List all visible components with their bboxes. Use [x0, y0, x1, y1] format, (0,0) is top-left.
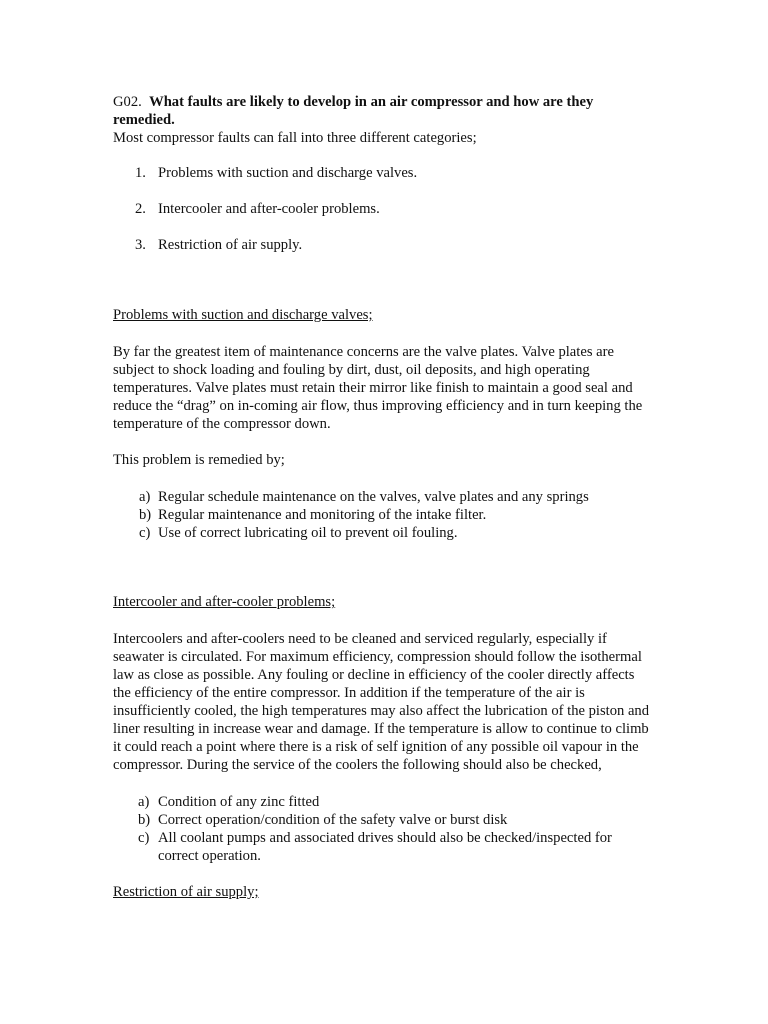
list-item-text: Regular maintenance and monitoring of the intake filter. [158, 507, 487, 523]
list-marker: c) [138, 830, 150, 846]
question-number: G02. [113, 94, 142, 110]
list-marker: b) [139, 507, 152, 523]
section-title-air-supply: Restriction of air supply; [113, 884, 259, 900]
list-marker: b) [138, 812, 151, 828]
categories-list [113, 164, 653, 254]
list-marker: 1. [135, 165, 146, 181]
checks-list [113, 793, 653, 865]
list-marker: 2. [135, 201, 146, 217]
question-intro: Most compressor faults can fall into three different categories; [113, 130, 477, 146]
document-page [113, 93, 653, 901]
remedies-list [113, 488, 653, 542]
list-item [113, 811, 653, 829]
section-paragraph-coolers: Intercoolers and after-coolers need to be cleaned and serviced regularly, especially if seawater is circulated. For maximum efficiency, compression should follow the isothermal law as close as possible. Any fouling or decline in efficiency of the cooler directly affects the efficiency of the entire compressor. In addition if the temperature of the air is insufficiently cooled, the high temperatures may also affect the lubrication of the piston and liner resulting in increase wear and damage. If the temperature is allow to continue to climb it could reach a point where there is a risk of self ignition of any possible oil vapour in the compressor. During the service of the coolers the following should also be checked, [113, 631, 650, 773]
list-item-text: Condition of any zinc fitted [158, 794, 320, 810]
list-item-text: Regular schedule maintenance on the valves, valve plates and any springs [158, 489, 589, 505]
list-item [113, 236, 653, 254]
list-item-text: Correct operation/condition of the safety valve or burst disk [158, 812, 508, 828]
section-title-valves: Problems with suction and discharge valves; [113, 307, 373, 323]
list-item [113, 200, 653, 218]
question-heading [113, 93, 653, 129]
list-item-text: All coolant pumps and associated drives should also be checked/inspected for correct operation. [158, 830, 612, 864]
list-item [113, 793, 653, 811]
list-item [113, 488, 653, 506]
list-marker: a) [138, 794, 150, 810]
list-marker: 3. [135, 237, 146, 253]
list-item [113, 164, 653, 182]
list-item-text: Restriction of air supply. [158, 237, 303, 253]
question-text: What faults are likely to develop in an air compressor and how are they remedied. [113, 94, 594, 128]
list-item-text: Use of correct lubricating oil to prevent oil fouling. [158, 525, 458, 541]
list-item [113, 506, 653, 524]
section-paragraph-valves: By far the greatest item of maintenance concerns are the valve plates. Valve plates are subject to shock loading and fouling by dirt, dust, oil deposits, and high operating temperatures. Valve plates must retain their mirror like finish to maintain a good seal and reduce the “drag” on in-coming air flow, thus improving efficiency and in turn keeping the temperature of the compressor down. [113, 344, 643, 432]
list-item-text: Intercooler and after-cooler problems. [158, 201, 380, 217]
list-marker: a) [139, 489, 151, 505]
list-item-text: Problems with suction and discharge valves. [158, 165, 418, 181]
section-title-coolers: Intercooler and after-cooler problems; [113, 594, 336, 610]
list-marker: c) [139, 525, 151, 541]
list-item [113, 524, 653, 542]
list-item [113, 829, 653, 865]
remedy-intro: This problem is remedied by; [113, 452, 285, 468]
